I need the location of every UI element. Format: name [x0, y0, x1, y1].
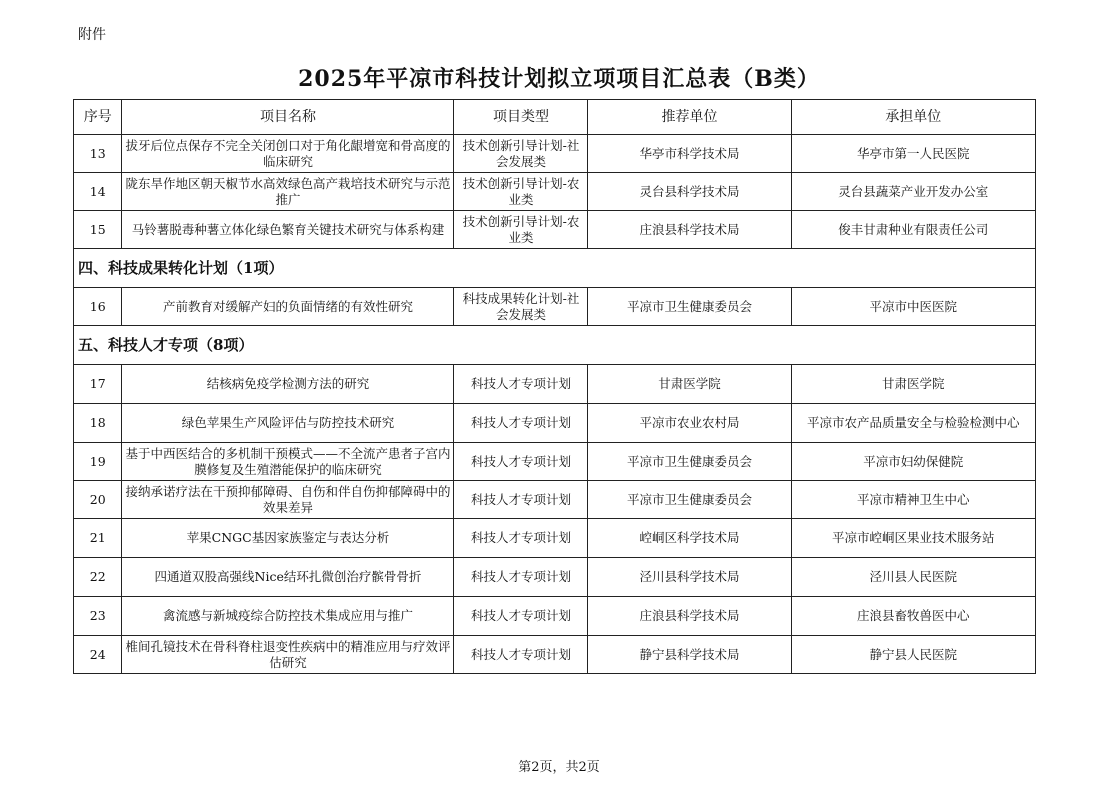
cell-type: 科技人才专项计划	[454, 519, 588, 558]
cell-recommender: 甘肃医学院	[588, 365, 791, 404]
cell-type: 科技人才专项计划	[454, 558, 588, 597]
cell-undertaker: 平凉市崆峒区果业技术服务站	[791, 519, 1035, 558]
cell-type: 科技人才专项计划	[454, 636, 588, 674]
cell-type: 科技人才专项计划	[454, 597, 588, 636]
cell-no: 14	[74, 173, 122, 211]
cell-recommender: 平凉市卫生健康委员会	[588, 443, 791, 481]
cell-name: 四通道双股高强线Nice结环扎微创治疗髌骨骨折	[122, 558, 454, 597]
cell-undertaker: 华亭市第一人民医院	[791, 135, 1035, 173]
table-row	[74, 558, 1036, 597]
table-row	[74, 365, 1036, 404]
cell-recommender: 平凉市农业农村局	[588, 404, 791, 443]
cell-no: 21	[74, 519, 122, 558]
table-row	[74, 519, 1036, 558]
table-row	[74, 636, 1036, 674]
cell-name: 产前教育对缓解产妇的负面情绪的有效性研究	[122, 288, 454, 326]
cell-recommender: 崆峒区科学技术局	[588, 519, 791, 558]
cell-no: 23	[74, 597, 122, 636]
cell-undertaker: 俊丰甘肃种业有限责任公司	[791, 211, 1035, 249]
table-row	[74, 211, 1036, 249]
cell-undertaker: 泾川县人民医院	[791, 558, 1035, 597]
cell-no: 15	[74, 211, 122, 249]
cell-type: 科技人才专项计划	[454, 443, 588, 481]
cell-no: 16	[74, 288, 122, 326]
cell-recommender: 平凉市卫生健康委员会	[588, 481, 791, 519]
cell-no: 17	[74, 365, 122, 404]
table-row	[74, 135, 1036, 173]
table-row	[74, 481, 1036, 519]
cell-recommender: 庄浪县科学技术局	[588, 211, 791, 249]
cell-undertaker: 静宁县人民医院	[791, 636, 1035, 674]
cell-name: 苹果CNGC基因家族鉴定与表达分析	[122, 519, 454, 558]
project-table	[73, 99, 1036, 674]
cell-type: 科技人才专项计划	[454, 365, 588, 404]
header-undertaker: 承担单位	[791, 100, 1035, 135]
section-row	[74, 326, 1036, 365]
cell-recommender: 平凉市卫生健康委员会	[588, 288, 791, 326]
cell-recommender: 静宁县科学技术局	[588, 636, 791, 674]
cell-type: 科技成果转化计划-社会发展类	[454, 288, 588, 326]
cell-undertaker: 甘肃医学院	[791, 365, 1035, 404]
cell-undertaker: 庄浪县畜牧兽医中心	[791, 597, 1035, 636]
cell-undertaker: 平凉市中医医院	[791, 288, 1035, 326]
cell-type: 科技人才专项计划	[454, 481, 588, 519]
cell-name: 马铃薯脱毒种薯立体化绿色繁育关键技术研究与体系构建	[122, 211, 454, 249]
cell-recommender: 庄浪县科学技术局	[588, 597, 791, 636]
section-row	[74, 249, 1036, 288]
header-recommender: 推荐单位	[588, 100, 791, 135]
cell-undertaker: 平凉市妇幼保健院	[791, 443, 1035, 481]
cell-name: 椎间孔镜技术在骨科脊柱退变性疾病中的精准应用与疗效评估研究	[122, 636, 454, 674]
table-header-row	[74, 100, 1036, 135]
section-heading: 四、科技成果转化计划（1项）	[74, 249, 1036, 288]
table-row	[74, 173, 1036, 211]
cell-recommender: 灵台县科学技术局	[588, 173, 791, 211]
cell-undertaker: 平凉市农产品质量安全与检验检测中心	[791, 404, 1035, 443]
cell-type: 技术创新引导计划-社会发展类	[454, 135, 588, 173]
cell-name: 绿色苹果生产风险评估与防控技术研究	[122, 404, 454, 443]
cell-type: 科技人才专项计划	[454, 404, 588, 443]
cell-no: 22	[74, 558, 122, 597]
table-row	[74, 597, 1036, 636]
cell-name: 禽流感与新城疫综合防控技术集成应用与推广	[122, 597, 454, 636]
cell-name: 结核病免疫学检测方法的研究	[122, 365, 454, 404]
header-no: 序号	[74, 100, 122, 135]
cell-name: 基于中西医结合的多机制干预模式——不全流产患者子宫内膜修复及生殖潜能保护的临床研究	[122, 443, 454, 481]
cell-undertaker: 灵台县蔬菜产业开发办公室	[791, 173, 1035, 211]
cell-no: 20	[74, 481, 122, 519]
cell-no: 19	[74, 443, 122, 481]
header-type: 项目类型	[454, 100, 588, 135]
header-name: 项目名称	[122, 100, 454, 135]
cell-name: 陇东旱作地区朝天椒节水高效绿色高产栽培技术研究与示范推广	[122, 173, 454, 211]
cell-name: 拔牙后位点保存不完全关闭创口对于角化龈增宽和骨高度的临床研究	[122, 135, 454, 173]
cell-undertaker: 平凉市精神卫生中心	[791, 481, 1035, 519]
table-row	[74, 404, 1036, 443]
cell-type: 技术创新引导计划-农业类	[454, 173, 588, 211]
page-footer: 第2页，共2页	[518, 760, 600, 775]
cell-recommender: 泾川县科学技术局	[588, 558, 791, 597]
cell-no: 24	[74, 636, 122, 674]
section-heading: 五、科技人才专项（8项）	[74, 326, 1036, 365]
cell-recommender: 华亭市科学技术局	[588, 135, 791, 173]
cell-no: 13	[74, 135, 122, 173]
cell-type: 技术创新引导计划-农业类	[454, 211, 588, 249]
attachment-label: 附件	[78, 27, 106, 43]
table-row	[74, 288, 1036, 326]
cell-no: 18	[74, 404, 122, 443]
table-row	[74, 443, 1036, 481]
cell-name: 接纳承诺疗法在干预抑郁障碍、自伤和伴自伤抑郁障碍中的效果差异	[122, 481, 454, 519]
page-title: 2025年平凉市科技计划拟立项项目汇总表（B类）	[298, 66, 820, 92]
